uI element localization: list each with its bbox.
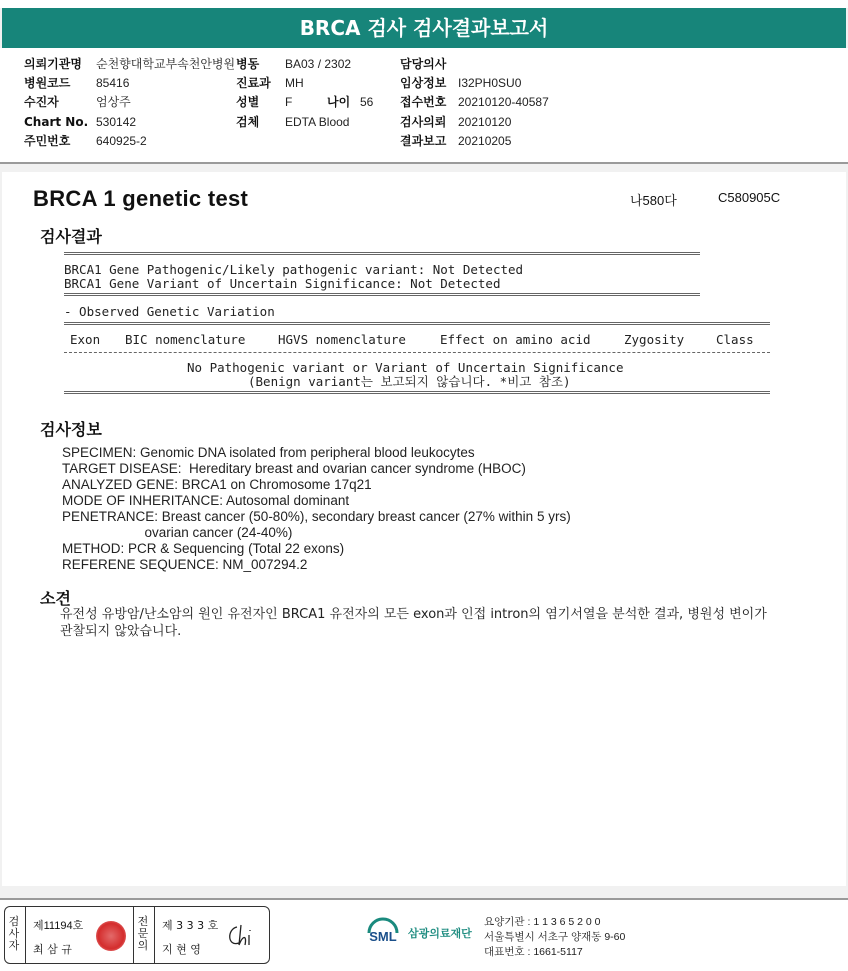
double-rule — [64, 322, 770, 325]
institution-label: 의뢰기관명 — [24, 57, 82, 71]
specimen-value: EDTA Blood — [285, 115, 350, 129]
ward-value: BA03 / 2302 — [285, 57, 352, 71]
id-value: 640925-2 — [96, 134, 147, 148]
ward-label: 병동 — [236, 57, 260, 71]
examiner-license-no: 제11194호 — [33, 920, 84, 932]
table-header-class: Class — [716, 332, 754, 347]
signature-box — [4, 906, 270, 964]
examiner-label: 검사자 — [8, 915, 20, 952]
divider — [25, 907, 26, 963]
specimen-label: 검체 — [236, 115, 260, 129]
department-value: MH — [285, 76, 304, 90]
double-rule — [64, 252, 700, 255]
info-penetrance-cont: ovarian cancer (24-40%) — [62, 525, 293, 540]
seal-stamp — [96, 921, 126, 951]
opinion-section-title: 소견 — [40, 589, 71, 608]
benign-note-line: (Benign variant는 보고되지 않습니다. *비고 참조) — [248, 374, 571, 389]
result-line-vus: BRCA1 Gene Variant of Uncertain Significance: Not Detected — [64, 276, 501, 291]
specialist-license-no: 제 3 3 3 호 — [162, 919, 219, 932]
request-value: 20210120 — [458, 115, 512, 129]
table-header-exon: Exon — [70, 332, 101, 347]
accession-value: 20210120-40587 — [458, 95, 549, 109]
chart-value: 530142 — [96, 115, 137, 129]
hospital-code-label: 병원코드 — [24, 76, 71, 90]
double-rule — [64, 293, 700, 296]
no-variant-line: No Pathogenic variant or Variant of Uncertain Significance — [187, 360, 624, 375]
clinical-info-value: I32PH0SU0 — [458, 76, 522, 90]
top-strip — [0, 0, 848, 8]
table-header-hgvs: HGVS nomenclature — [278, 332, 406, 347]
sex-label: 성별 — [236, 95, 260, 109]
divider — [133, 907, 134, 963]
patient-value: 엄상주 — [96, 95, 131, 109]
hospital-code-value: 85416 — [96, 76, 130, 90]
report-body — [2, 172, 846, 886]
org-name: 삼광의료재단 — [408, 927, 472, 940]
report-date-value: 20210205 — [458, 134, 512, 148]
info-penetrance: PENETRANCE: Breast cancer (50-80%), secondary breast cancer (27% within 5 yrs) — [62, 509, 571, 524]
result-line-pathogenic: BRCA1 Gene Pathogenic/Likely pathogenic variant: Not Detected — [64, 262, 524, 277]
institution-value: 순천향대학교부속천안병원 — [96, 57, 236, 71]
patient-info-header — [0, 48, 848, 164]
test-title: BRCA 1 genetic test — [33, 186, 249, 211]
sex-value: F — [285, 95, 293, 109]
test-code: 나580다 — [630, 193, 677, 208]
request-label: 검사의뢰 — [400, 115, 447, 129]
observed-variation-title: - Observed Genetic Variation — [64, 304, 275, 319]
age-value: 56 — [360, 95, 374, 109]
test-id-code: C580905C — [718, 190, 781, 205]
chart-label: Chart No. — [24, 115, 89, 129]
table-header-bic: BIC nomenclature — [125, 332, 246, 347]
department-label: 진료과 — [236, 76, 271, 90]
table-header-zygosity: Zygosity — [624, 332, 685, 347]
org-address: 서울특별시 서초구 양재동 9-60 — [484, 931, 626, 943]
info-method: METHOD: PCR & Sequencing (Total 22 exons) — [62, 541, 345, 556]
result-section-title: 검사결과 — [40, 227, 102, 246]
sml-logo-text: SML — [369, 929, 397, 944]
sml-logo-icon — [364, 913, 402, 951]
report-title: BRCA 검사 검사결과보고서 — [299, 16, 549, 40]
info-target-disease: TARGET DISEASE: Hereditary breast and ovarian cancer syndrome (HBOC) — [62, 461, 526, 476]
specialist-label: 전문의 — [137, 915, 149, 952]
care-institution-code: 요양기관 : 1 1 3 6 5 2 0 0 — [484, 916, 601, 928]
info-section-title: 검사정보 — [40, 420, 102, 439]
accession-label: 접수번호 — [400, 95, 447, 109]
age-label: 나이 — [327, 95, 351, 109]
info-analyzed-gene: ANALYZED GENE: BRCA1 on Chromosome 17q21 — [62, 477, 372, 492]
info-inheritance: MODE OF INHERITANCE: Autosomal dominant — [62, 493, 350, 508]
clinical-info-label: 임상정보 — [400, 76, 447, 90]
id-label: 주민번호 — [24, 134, 71, 148]
dashed-rule — [64, 352, 770, 353]
opinion-text: 유전성 유방암/난소암의 원인 유전자인 BRCA1 유전자의 모든 exon과 인접 intron의 염기서열을 분석한 결과, 병원성 변이가 관찰되지 않았습니다. — [60, 607, 767, 639]
divider — [154, 907, 155, 963]
report-date-label: 결과보고 — [400, 134, 447, 148]
report-title-bar — [2, 8, 846, 48]
org-phone: 대표번호 : 1661-5117 — [484, 946, 583, 958]
patient-label: 수진자 — [24, 95, 59, 109]
specialist-name: 지 현 영 — [162, 943, 201, 956]
doctor-label: 담당의사 — [400, 57, 447, 71]
info-specimen: SPECIMEN: Genomic DNA isolated from peripheral blood leukocytes — [62, 445, 475, 460]
handwritten-signature — [225, 921, 261, 951]
table-header-effect: Effect on amino acid — [440, 332, 591, 347]
examiner-name: 최 삼 규 — [33, 943, 72, 956]
info-reference-sequence: REFERENE SEQUENCE: NM_007294.2 — [62, 557, 308, 572]
double-rule — [64, 391, 770, 394]
footer — [0, 898, 848, 971]
